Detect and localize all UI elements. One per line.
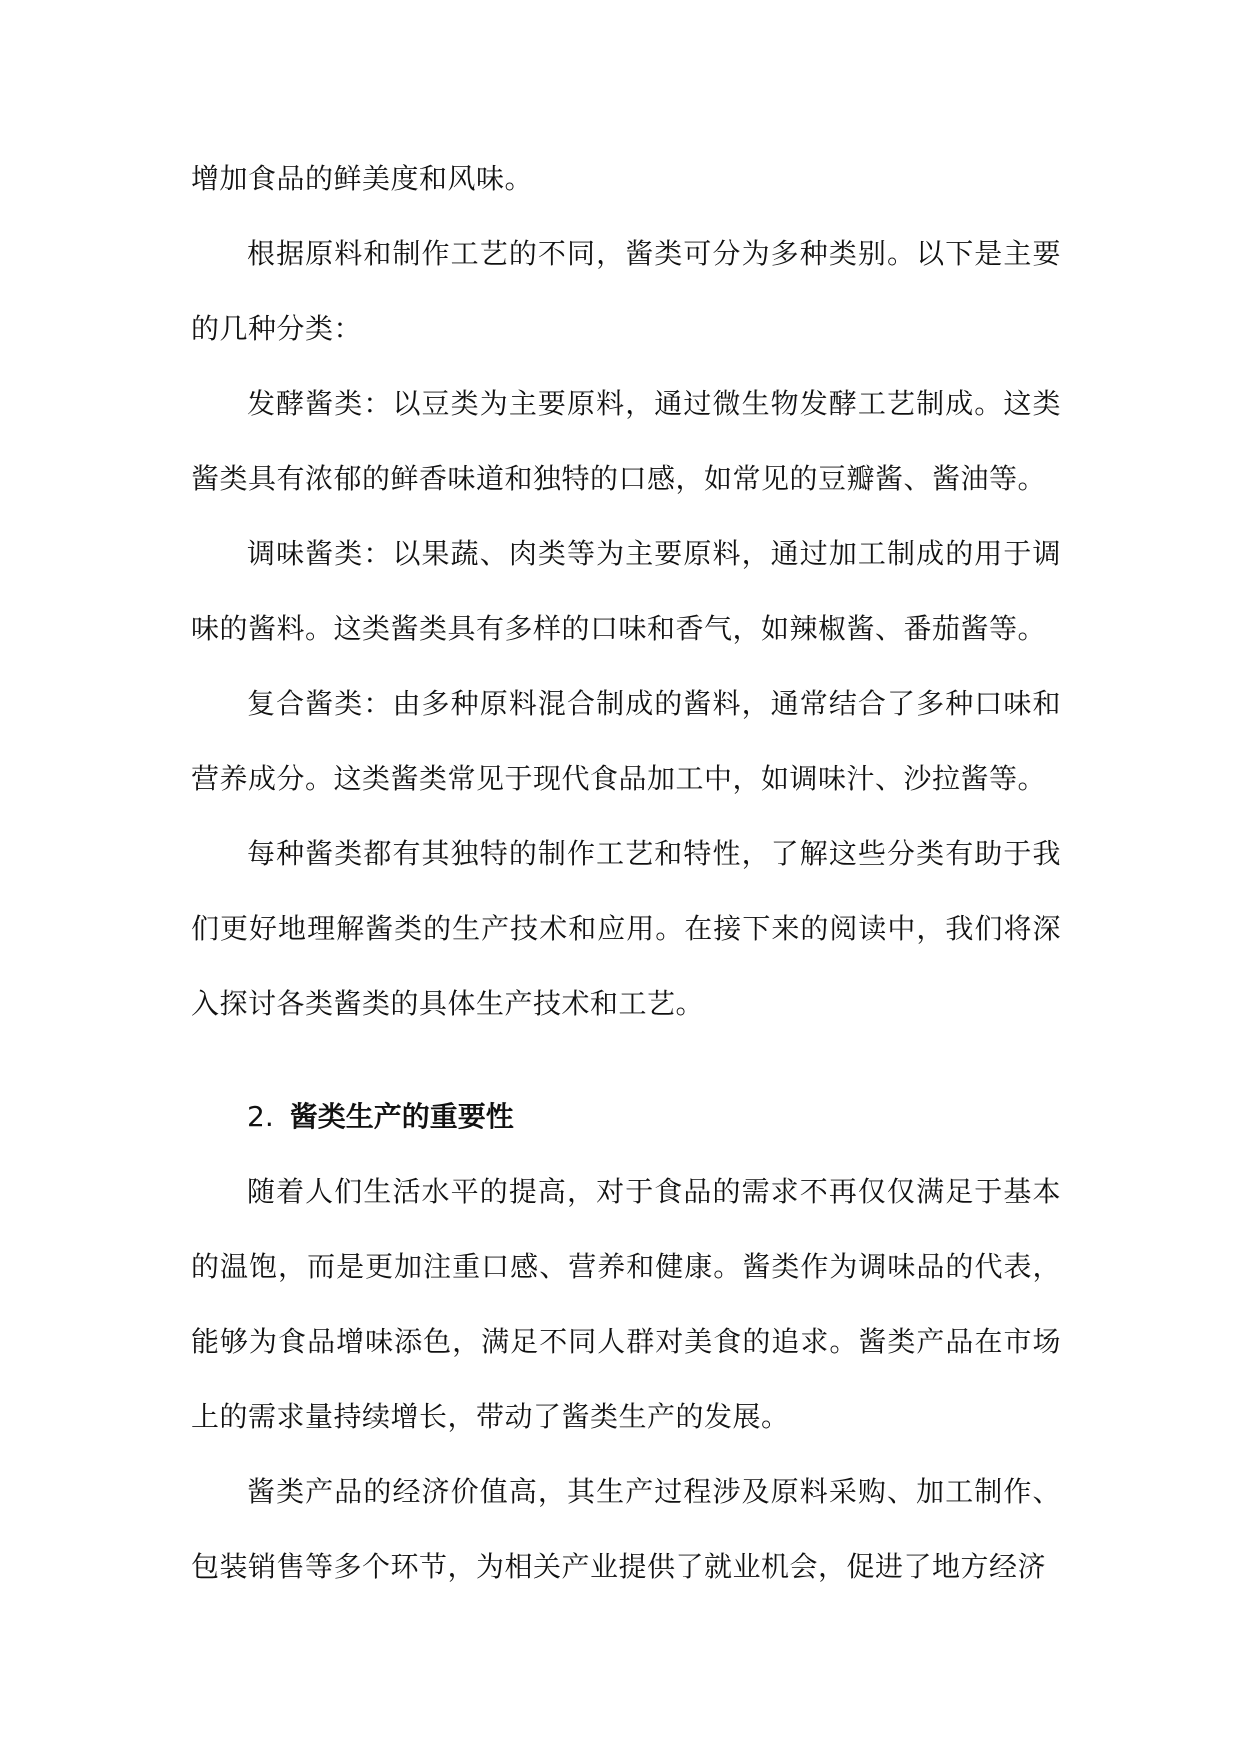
paragraph-seasoning-sauces: 调味酱类：以果蔬、肉类等为主要原料，通过加工制成的用于调味的酱料。这类酱类具有多样的口味和香气，如辣椒酱、番茄酱等。: [191, 537, 1061, 645]
paragraph-intro-end: 增加食品的鲜美度和风味。: [191, 162, 534, 195]
section-heading: [191, 1079, 1061, 1154]
document-body: [191, 141, 1061, 1604]
paragraph-compound-sauces: 复合酱类：由多种原料混合制成的酱料，通常结合了多种口味和营养成分。这类酱类常见于现代食品加工中，如调味汁、沙拉酱等。: [191, 687, 1061, 795]
paragraph-economic-value: 酱类产品的经济价值高，其生产过程涉及原料采购、加工制作、包装销售等多个环节，为相关产业提供了就业机会，促进了地方经济: [191, 1475, 1061, 1583]
paragraph-market-demand: 随着人们生活水平的提高，对于食品的需求不再仅仅满足于基本的温饱，而是更加注重口感、营养和健康。酱类作为调味品的代表，能够为食品增味添色，满足不同人群对美食的追求。酱类产品在市场上的需求量持续增长，带动了酱类生产的发展。: [191, 1175, 1061, 1433]
paragraph-fermented-sauces: 发酵酱类：以豆类为主要原料，通过微生物发酵工艺制成。这类酱类具有浓郁的鲜香味道和独特的口感，如常见的豆瓣酱、酱油等。: [191, 387, 1061, 495]
paragraph-classification-summary: 每种酱类都有其独特的制作工艺和特性，了解这些分类有助于我们更好地理解酱类的生产技术和应用。在接下来的阅读中，我们将深入探讨各类酱类的具体生产技术和工艺。: [191, 837, 1061, 1020]
section-title: 酱类生产的重要性: [289, 1100, 514, 1133]
section-number: 2.: [247, 1100, 274, 1133]
paragraph-classification-intro: 根据原料和制作工艺的不同，酱类可分为多种类别。以下是主要的几种分类：: [191, 237, 1061, 345]
